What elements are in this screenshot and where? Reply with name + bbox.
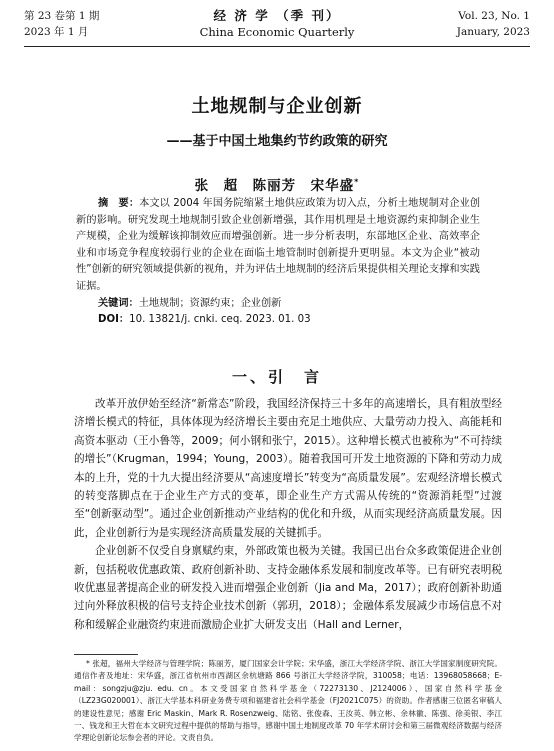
keywords-label: 关键词： bbox=[98, 297, 139, 309]
doi bbox=[76, 312, 480, 329]
journal-name-en: China Economic Quarterly bbox=[199, 25, 355, 39]
issue-en: Vol. 23, No. 1 bbox=[458, 10, 530, 22]
header-center bbox=[24, 8, 530, 40]
section-heading: 一、引 言 bbox=[231, 368, 322, 386]
doi-label: DOI： bbox=[98, 314, 130, 326]
keywords bbox=[76, 296, 480, 313]
abstract-block bbox=[76, 196, 480, 329]
journal-name-cn: 经 济 学 （季 刊） bbox=[213, 8, 341, 23]
header-rule bbox=[24, 46, 530, 47]
paragraph-1: 改革开放伊始至经济“新常态”阶段，我国经济保持三十多年的高速增长，具有粗放型经济增长模式的特征，具体体现为经济增长主要由充足土地供应、大量劳动力投入、高能耗和高资本驱动（王小鲁等，2009；何小钢和张宁，2015）。这种增长模式也被称为“不可持续的增长”（Krugman，1994；Young，2003）。随着我国可开发土地资源的下降和劳动力成本的上升，党的十九大提出经济要从“高速度增长”转变为“高质量发展”。宏观经济增长模式的转变落脚点在于企业生产方式的变革，即企业生产方式需从传统的“资源消耗型”过渡至“创新驱动型”。通过企业创新推动产业结构的优化和升级，从而实现经济高质量发展。因此，企业创新行为是实现经济高质量发展的关键抓手。 bbox=[74, 398, 502, 539]
article-title: 土地规制与企业创新 bbox=[191, 96, 363, 117]
author-line bbox=[0, 174, 554, 194]
footnote-rule bbox=[74, 654, 138, 655]
authors: 张 超 陈丽芳 宋华盛 bbox=[194, 178, 355, 194]
abstract-text: 本文以 2004 年国务院缩紧土地供应政策为切入点，分析土地规制对企业创新的影响。研究发现土地规制引致企业创新增强，其作用机理是土地资源约束抑制企业生产规模，企业为缓解该抑制效应而增强创新。进一步分析表明，东部地区企业、高效率企业和市场竞争程度较弱行业的企业在面临土地管制时创新提升更明显。本文为企业“被动性”创新的研究领域提供新的视角，并为评估土地规制的经济后果提供相关理论支撑和实践证据。 bbox=[76, 198, 481, 292]
article-subtitle: ——基于中国土地集约节约政策的研究 bbox=[166, 134, 388, 149]
header-right bbox=[457, 8, 530, 40]
abstract-label: 摘 要： bbox=[98, 198, 140, 209]
keywords-text: 土地规制；资源约束；企业创新 bbox=[138, 297, 282, 309]
date-cn: 2023 年 1 月 bbox=[24, 26, 89, 38]
paragraph-2: 企业创新不仅受自身禀赋约束，外部政策也极为关键。我国已出台众多政策促进企业创新，包括税收优惠政策、政府创新补助、支持金融体系发展和制度改革等。已有研究表明税收优惠显著提高企业的研发投入进而增强企业创新（Jia and Ma，2017）；政府创新补助通过向外释放积极的信号支持企业技术创新（郭玥，2018）；金融体系发展减少市场信息不对称和缓解企业融资约束进而激励企业扩大研发支出（Hall and Lerner， bbox=[74, 545, 502, 631]
body-text bbox=[74, 395, 502, 634]
author-footnote-mark: * bbox=[354, 177, 360, 187]
abstract bbox=[76, 196, 480, 296]
date-en: January, 2023 bbox=[456, 26, 530, 38]
footnote-text: * 张超，福州大学经济与管理学院；陈丽芳，厦门国家会计学院；宋华盛，浙江大学经济学院、浙江大学国家制度研究院。通信作者及地址：宋华盛，浙江省杭州市西湖区余杭塘路 866 号浙江大学经济学院，310058；电话：13968058668；E-mail：songzju@zju. edu. cn。本文受国家自然科学基金（72273130、J2124006）、国家自然科学基金（LZ23G020001）、浙江大学基本科研业务费专项和福建省社会科学基金（FJ2021C075）的资助。作者感谢三位匿名审稿人的建设性意见；感谢 Eric Maskin、Mark R. Rosenzweig、陆铭、张俊森、王汝英、韩立彬、余林徽、陈强、徐美银、李江一、钱龙和王大哲在本文研究过程中提供的帮助与指导，感谢中国土地制度改革 70 年学术研讨会和第三届微观经济数据与经济学理论创新论坛参会者的评论。文责自负。 bbox=[74, 659, 502, 743]
footnote bbox=[74, 658, 502, 745]
doi-text: 10. 13821/j. cnki. ceq. 2023. 01. 03 bbox=[129, 314, 311, 326]
issue-cn: 第 23 卷第 1 期 bbox=[24, 10, 100, 22]
